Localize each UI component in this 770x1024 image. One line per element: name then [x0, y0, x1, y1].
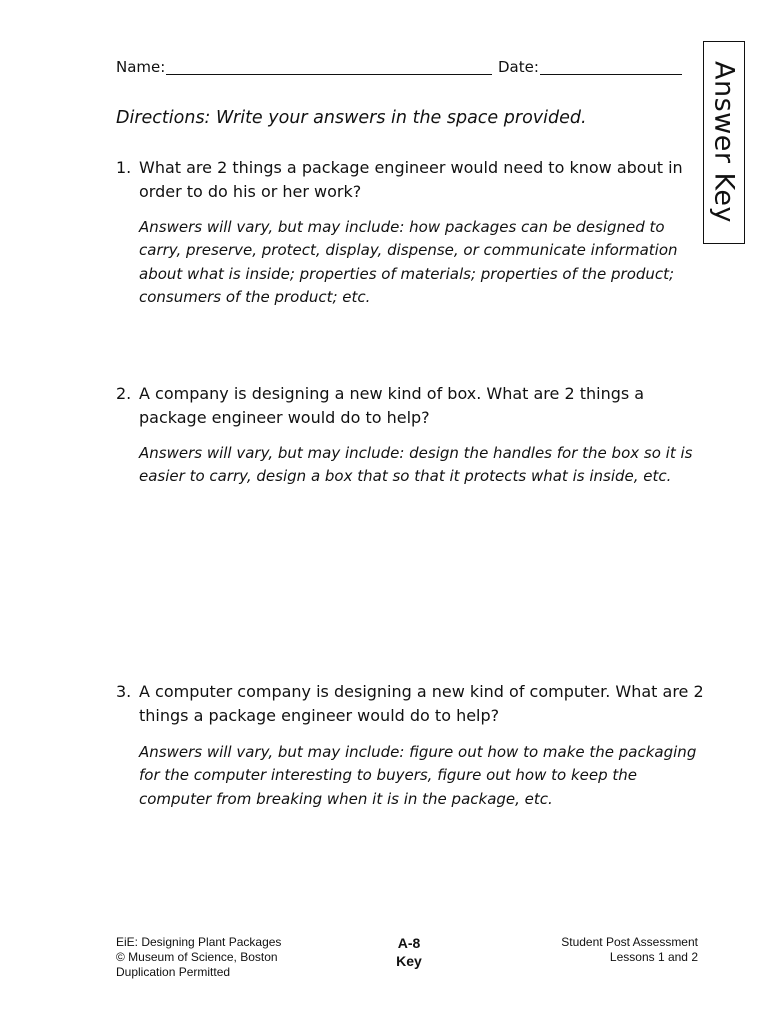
question-3: [116, 680, 706, 728]
name-field[interactable]: [166, 74, 492, 75]
name-label: Name:: [116, 58, 166, 76]
footer-center: [378, 934, 440, 970]
footer-duplication: Duplication Permitted: [116, 965, 231, 979]
lessons-label: Lessons 1 and 2: [609, 950, 698, 964]
footer-right: [520, 935, 698, 965]
footer-course: EiE: Designing Plant Packages: [116, 935, 282, 949]
footer-left: [116, 935, 281, 980]
answer-2: Answers will vary, but may include: design the handles for the box so it is easier to carry, design a box that so that it protects what is inside, etc.: [139, 444, 693, 486]
key-tag: Key: [396, 953, 422, 969]
answer-3: Answers will vary, but may include: figure out how to make the packaging for the computer interesting to buyers, figure out how to keep the computer from breaking when it is in the package, etc.: [139, 743, 697, 808]
date-label: Date:: [498, 58, 539, 76]
question-text: A computer company is designing a new kind of computer. What are 2 things a package engineer would do to help?: [139, 682, 704, 725]
question-number: 3.: [116, 682, 132, 701]
question-2: [116, 382, 706, 430]
footer-copyright: © Museum of Science, Boston: [116, 950, 278, 964]
page-number: A-8: [397, 935, 421, 951]
directions: Directions: Write your answers in the space provided.: [116, 108, 587, 128]
question-number: 1.: [116, 158, 132, 177]
assessment-title: Student Post Assessment: [561, 935, 698, 949]
answer-key-label: Answer Key: [708, 61, 740, 223]
answer-1: Answers will vary, but may include: how packages can be designed to carry, preserve, protect, display, dispense, or communicate information about what is inside; properties of materials; properties of the product; consumers of the product; etc.: [139, 218, 678, 306]
question-text: What are 2 things a package engineer would need to know about in order to do his or her work?: [139, 158, 683, 201]
question-number: 2.: [116, 384, 132, 403]
question-1: [116, 156, 706, 204]
date-field[interactable]: [540, 74, 682, 75]
question-text: A company is designing a new kind of box. What are 2 things a package engineer would do to help?: [139, 384, 645, 427]
